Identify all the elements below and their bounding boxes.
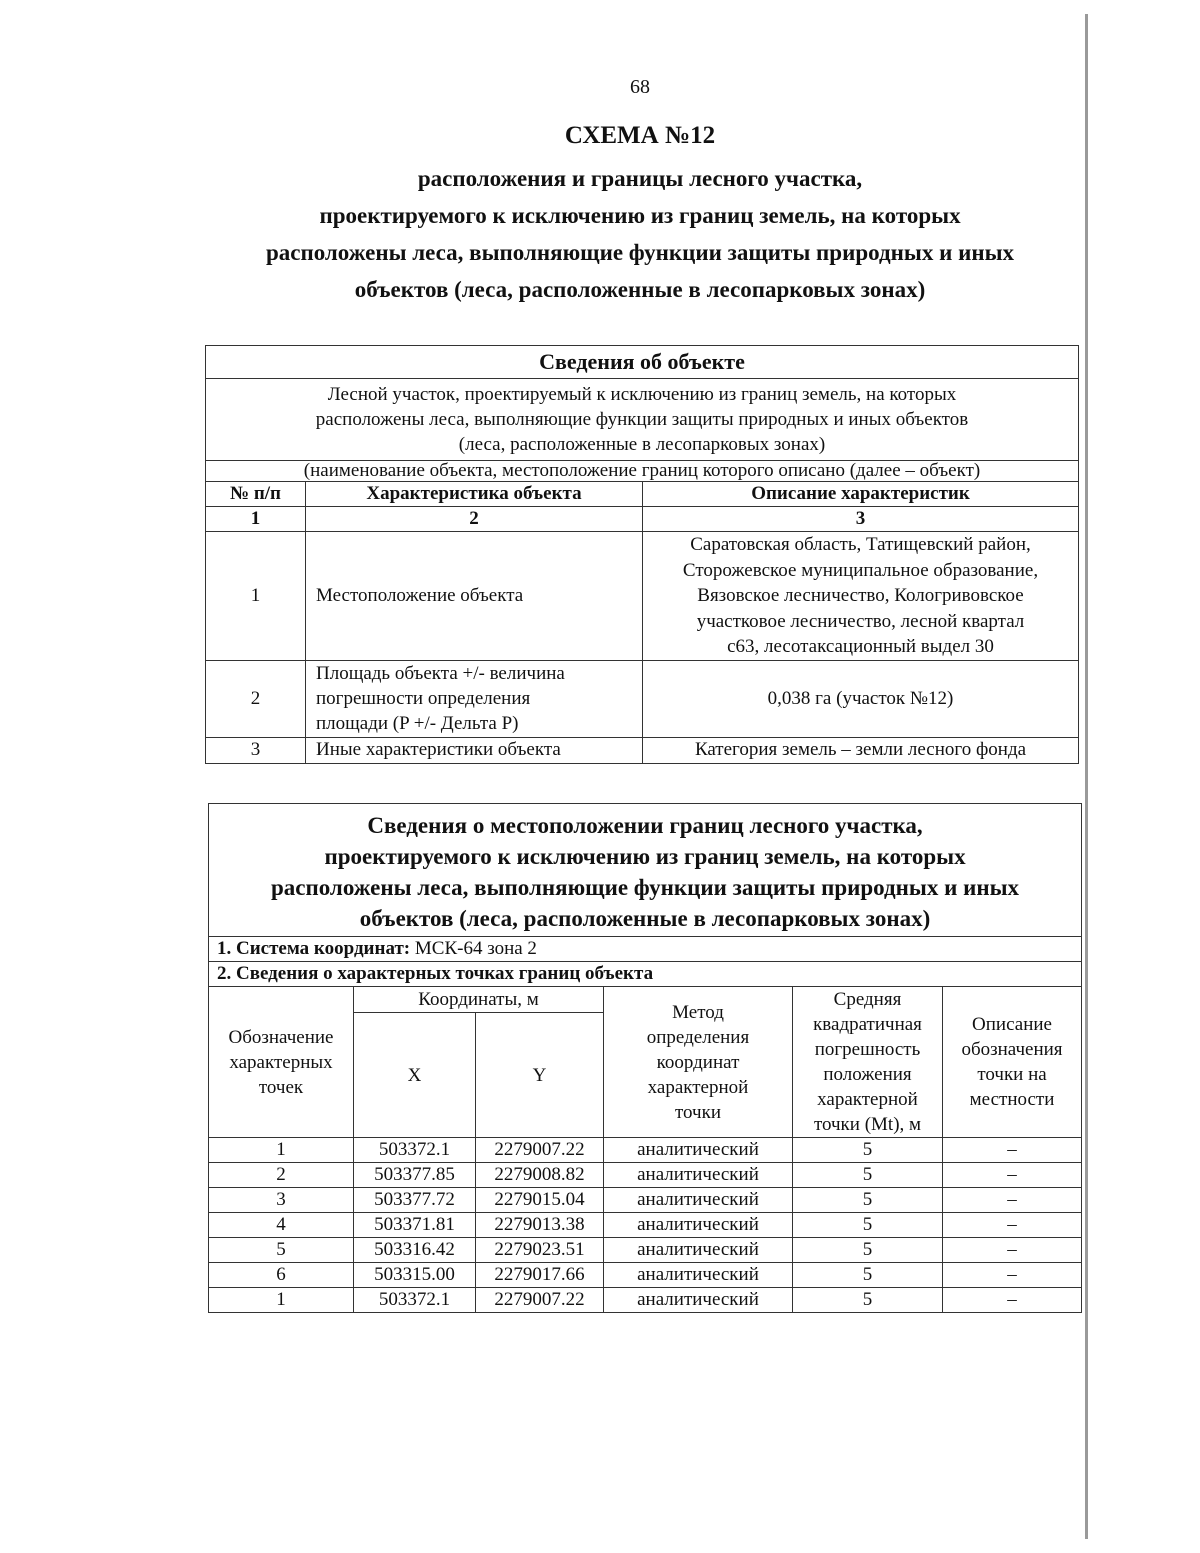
column-header-characteristic: Характеристика объекта [306,482,643,507]
x-coordinate-cell: 503371.81 [354,1213,476,1238]
header-line: точки [674,1101,721,1123]
header-line: координат [656,1051,740,1073]
error-cell: 5 [793,1288,943,1313]
column-header-coordinates: Координаты, м [354,987,604,1013]
column-number: 3 [643,507,1079,532]
method-cell: аналитический [604,1163,793,1188]
characteristic-line: погрешности определения [316,688,531,709]
description-cell [643,737,1079,763]
characteristic-line: Площадь объекта +/- величина [316,663,565,684]
method-cell: аналитический [604,1188,793,1213]
object-name-note: (наименование объекта, местоположение границ которого описано (далее – объект) [206,461,1079,482]
x-coordinate-cell: 503316.42 [354,1238,476,1263]
header-line: точки на [977,1064,1047,1085]
boundary-header-line: проектируемого к исключению из границ земель, на которых [324,844,966,869]
object-name-line: расположены леса, выполняющие функции защиты природных и иных объектов [315,409,969,430]
column-number: 1 [206,507,306,532]
characteristic-line: Иные характеристики объекта [316,739,561,760]
point-description-cell: – [943,1163,1082,1188]
error-cell: 5 [793,1238,943,1263]
x-coordinate-cell: 503372.1 [354,1138,476,1163]
row-number: 2 [206,660,306,737]
characteristic-line: площади (P +/- Дельта P) [316,713,519,734]
characteristic-cell [306,532,643,661]
title-line: расположены леса, выполняющие функции защиты природных и иных [265,240,1015,265]
y-coordinate-cell: 2279007.22 [476,1138,604,1163]
column-header-y: Y [476,1013,604,1138]
x-coordinate-cell: 503377.72 [354,1188,476,1213]
error-cell: 5 [793,1163,943,1188]
method-cell: аналитический [604,1288,793,1313]
boundary-header-line: расположены леса, выполняющие функции защиты природных и иных [270,875,1020,900]
object-info-table [205,345,1079,764]
method-cell: аналитический [604,1213,793,1238]
point-id-cell: 1 [209,1138,354,1163]
table-row [209,1213,1082,1238]
header-line: Средняя [833,989,902,1010]
table-row [209,1138,1082,1163]
header-line: Описание [972,1014,1052,1035]
header-line: квадратичная [813,1014,922,1035]
point-description-cell: – [943,1213,1082,1238]
column-header-description [943,987,1082,1138]
table-row [209,1238,1082,1263]
y-coordinate-cell: 2279017.66 [476,1263,604,1288]
method-cell: аналитический [604,1138,793,1163]
column-header-num: № п/п [206,482,306,507]
column-header-point [209,987,354,1138]
point-description-cell: – [943,1138,1082,1163]
coordinate-system-row [209,937,1082,962]
header-line: Обозначение [228,1026,334,1048]
header-line: положения [823,1064,912,1085]
x-coordinate-cell: 503372.1 [354,1288,476,1313]
description-line: Вязовское лесничество, Кологривовское [697,585,1024,606]
point-id-cell: 5 [209,1238,354,1263]
description-line: Категория земель – земли лесного фонда [694,739,1027,760]
object-name-line: (леса, расположенные в лесопарковых зонах) [458,434,826,455]
object-name-cell [206,379,1079,461]
table-row [206,532,1079,661]
y-coordinate-cell: 2279015.04 [476,1188,604,1213]
row-number: 3 [206,737,306,763]
point-id-cell: 4 [209,1213,354,1238]
error-cell: 5 [793,1188,943,1213]
title-line: проектируемого к исключению из границ земель, на которых [319,203,961,228]
description-line: Саратовская область, Татищевский район, [690,534,1031,555]
y-coordinate-cell: 2279013.38 [476,1213,604,1238]
boundary-header-line: объектов (леса, расположенные в лесопарковых зонах) [359,906,931,931]
characteristic-line: Местоположение объекта [316,585,524,606]
table-row [206,660,1079,737]
column-header-method [604,987,793,1138]
header-line: точек [258,1076,304,1098]
table-row [209,1188,1082,1213]
header-line: обозначения [961,1039,1063,1060]
page-number: 68 [630,76,650,98]
scheme-number: СХЕМА №12 [564,122,716,149]
point-description-cell: – [943,1188,1082,1213]
method-cell: аналитический [604,1263,793,1288]
table-row [206,737,1079,763]
y-coordinate-cell: 2279023.51 [476,1238,604,1263]
characteristic-cell [306,737,643,763]
error-cell: 5 [793,1263,943,1288]
point-id-cell: 3 [209,1188,354,1213]
method-cell: аналитический [604,1238,793,1263]
title-line: объектов (леса, расположенные в лесопарковых зонах) [354,277,926,302]
object-name-line: Лесной участок, проектируемый к исключению из границ земель, на которых [327,384,957,405]
coordinate-system-value: МСК-64 зона 2 [414,938,537,959]
column-number: 2 [306,507,643,532]
y-coordinate-cell: 2279007.22 [476,1288,604,1313]
header-line: характерной [647,1076,749,1098]
description-line: Сторожевское муниципальное образование, [682,559,1039,581]
table-row [209,1263,1082,1288]
header-line: точки (Mt), м [813,1114,922,1135]
error-cell: 5 [793,1213,943,1238]
x-coordinate-cell: 503315.00 [354,1263,476,1288]
column-header-description: Описание характеристик [643,482,1079,507]
point-id-cell: 6 [209,1263,354,1288]
object-info-header: Сведения об объекте [206,346,1079,379]
row-number: 1 [206,532,306,661]
coordinate-system-label: 1. Система координат: [217,938,411,959]
description-cell [643,532,1079,661]
description-cell [643,660,1079,737]
table-row [209,1288,1082,1313]
description-line: с63, лесотаксационный выдел 30 [727,636,994,657]
header-line: Метод [672,1001,724,1023]
header-line: погрешность [814,1039,921,1060]
header-line: характерных [229,1051,333,1073]
boundary-info-table [208,803,1082,1313]
point-id-cell: 1 [209,1288,354,1313]
description-line: участковое лесничество, лесной квартал [696,610,1025,632]
header-line: определения [646,1026,750,1048]
title-line: расположения и границы лесного участка, [417,166,863,191]
error-cell: 5 [793,1138,943,1163]
boundary-header-line: Сведения о местоположении границ лесного участка, [367,813,923,838]
point-description-cell: – [943,1238,1082,1263]
boundary-info-header [209,804,1082,937]
points-section-title [209,962,1082,987]
header-line: характерной [817,1089,918,1110]
y-coordinate-cell: 2279008.82 [476,1163,604,1188]
points-section-label: 2. Сведения о характерных точках границ объекта [217,963,654,984]
document-title [190,122,1090,308]
point-description-cell: – [943,1263,1082,1288]
characteristic-cell [306,660,643,737]
column-header-error [793,987,943,1138]
point-id-cell: 2 [209,1163,354,1188]
header-line: местности [969,1089,1055,1110]
table-row [209,1163,1082,1188]
column-header-x: X [354,1013,476,1138]
description-line: 0,038 га (участок №12) [767,688,954,709]
point-description-cell: – [943,1288,1082,1313]
x-coordinate-cell: 503377.85 [354,1163,476,1188]
